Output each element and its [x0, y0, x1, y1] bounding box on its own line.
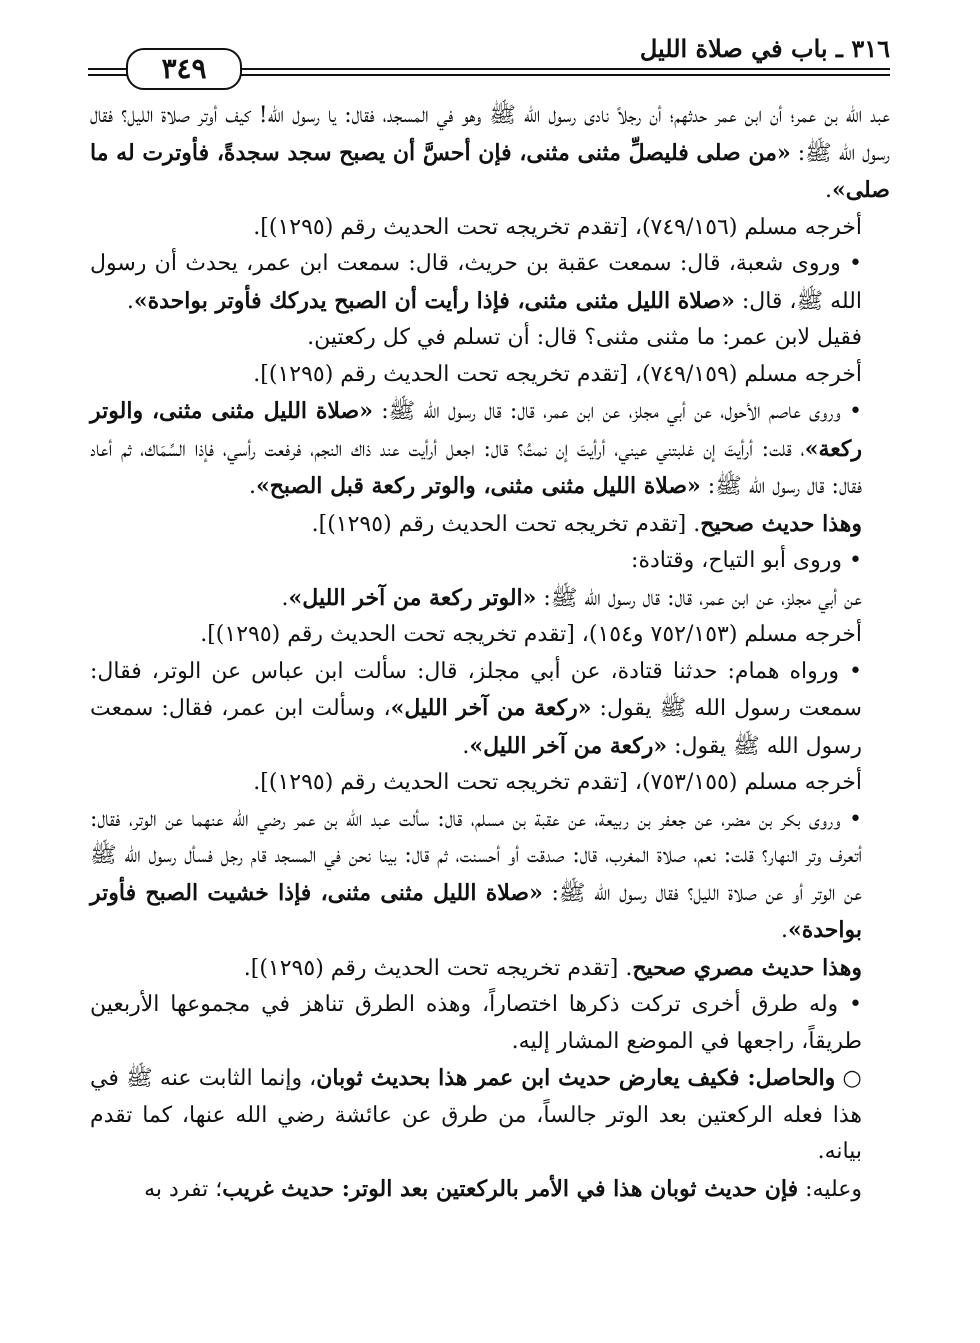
- body-text: • وروى شعبة، قال: سمعت عقبة بن حريث، قال: سمعت ابن عمر، يحدث أن رسول الله ﷺ، قال:: [90, 251, 862, 314]
- body-text: فقيل لابن عمر: ما مثنى مثنى؟ قال: أن تسلم في كل ركعتين.: [307, 325, 862, 350]
- hadith-text-bold: وهذا حديث صحيح: [700, 510, 862, 537]
- paragraph: [90, 393, 890, 506]
- hadith-text-bold: فإن حديث ثوبان هذا في الأمر بالركعتين بعد الوتر: حديث غريب: [222, 1175, 799, 1202]
- body-text: • وله طرق أخرى تركت ذكرها اختصاراً، وهذه الطرق تناهز في مجموعها الأربعين طريقاً، راجعها في الموضع المشار إليه.: [90, 992, 862, 1054]
- hadith-text-bold: «من صلى فليصلِّ مثنى مثنى، فإن أحسَّ أن يصبح سجد سجدةً، فأوترت له ما صلى»: [90, 139, 890, 203]
- paragraph: [90, 654, 890, 766]
- body-text: أخرجه مسلم (٧٤٩/١٥٦)، [تقدم تخريجه تحت الحديث رقم (١٢٩٥)].: [253, 214, 862, 240]
- hadith-text-bold: «صلاة الليل مثنى مثنى، والوتر ركعة»: [90, 398, 862, 462]
- body-text: . [تقدم تخريجه تحت الحديث رقم (١٢٩٥)].: [311, 511, 701, 537]
- paragraph: [90, 98, 890, 210]
- body-text: • وروى بكر بن مضر، عن جعفر بن ربيعة، عن عقبة بن مسلم، قال: سألت عبد الله بن عمر رضي الله عنهما عن الوتر، فقال: أتعرف وتر النهار؟ قلت: نعم، صلاة المغرب، قال: صدقت أو أحسنت، ثم قال: بينا نحن في المسجد قام رجل فسأل رسول الله ﷺ عن الوتر أو عن صلاة الليل؟ فقال رسول الله ﷺ:: [90, 806, 862, 906]
- body-text: .: [126, 288, 134, 314]
- paragraph: [90, 543, 890, 580]
- body-text: .: [824, 178, 832, 203]
- paragraph: [90, 210, 890, 247]
- body-text: .: [462, 733, 470, 759]
- body-text: ، وإنما الثابت عنه ﷺ في هذا فعله الركعتين بعد الوتر جالساً، من طرق عن عائشة رضي الله عنها، كما تقدم بيانه.: [90, 1066, 862, 1164]
- paragraph: [90, 617, 890, 654]
- hadith-text-bold: وهذا حديث مصري صحيح: [632, 954, 862, 981]
- body-text: عبد الله بن عمر؛ أن ابن عمر حدثهم؛ أن رجلاً نادى رسول الله ﷺ وهو في المسجد، فقال: يا رسول الله! كيف أوتر صلاة الليل؟ فقال رسول الله ﷺ:: [90, 103, 890, 166]
- body-text: • ورواه همام: حدثنا قتادة، عن أبي مجلز، قال: سألت ابن عباس عن الوتر، فقال: سمعت رسول الله ﷺ يقول:: [90, 658, 862, 721]
- hadith-text-bold: والحاصل: فكيف يعارض حديث ابن عمر هذا بحديث ثوبان: [316, 1065, 836, 1091]
- body-text: • وروى أبو التياح، وقتادة:: [631, 548, 862, 573]
- body-text: • وروى عاصم الأحول، عن أبي مجلز، عن ابن عمر، قال: قال رسول الله ﷺ:: [372, 399, 862, 424]
- paragraph: [90, 1060, 890, 1171]
- body-text: .: [248, 474, 256, 499]
- paragraph: [90, 1171, 890, 1209]
- page-body: [90, 98, 890, 1208]
- paragraph: [90, 357, 890, 394]
- body-text: .: [281, 585, 289, 611]
- page-number-badge: ٣٤٩: [126, 48, 242, 90]
- hadith-text-bold: «ركعة من آخر الليل»: [469, 732, 668, 759]
- body-text: ، قلت: أرأيتَ إن غلبتني عيني، أرأيتَ إن نمتُ؟ قال: اجعل أرأيت عند ذاك النجم، فرفعت رأسي، فإذا السِّمَاك، ثم أعاد فقال: قال رسول الله ﷺ:: [90, 436, 862, 499]
- hadith-text-bold: «صلاة الليل مثنى مثنى، والوتر ركعة قبل الصبح»: [255, 473, 701, 499]
- body-text: ○: [835, 1066, 862, 1091]
- hadith-text-bold: «ركعة من آخر الليل»: [390, 695, 592, 721]
- hadith-text-bold: «صلاة الليل مثنى مثنى، فإذا خشيت الصبح فأوتر بواحدة»: [90, 879, 862, 943]
- body-text: ، وسألت ابن عمر، فقال: سمعت رسول الله ﷺ يقول:: [90, 696, 862, 759]
- paragraph: [90, 580, 890, 618]
- body-text: ؛ تفرد به: [144, 1176, 223, 1202]
- body-text: . [تقدم تخريجه تحت الحديث رقم (١٢٩٥)].: [243, 955, 633, 981]
- body-text: أخرجه مسلم (٧٥٣/١٥٥)، [تقدم تخريجه تحت الحديث رقم (١٢٩٥)].: [253, 770, 862, 795]
- paragraph: [90, 765, 890, 802]
- page-header: [88, 22, 890, 85]
- paragraph: [90, 802, 890, 950]
- body-text: أخرجه مسلم (٧٥٢/١٥٣ و١٥٤)، [تقدم تخريجه تحت الحديث رقم (١٢٩٥)].: [200, 622, 862, 647]
- body-text: .: [780, 918, 788, 943]
- paragraph: [90, 320, 890, 357]
- body-text: وعليه:: [798, 1176, 862, 1202]
- chapter-title: ٣١٦ ـ باب في صلاة الليل: [639, 34, 890, 63]
- paragraph: [90, 987, 890, 1060]
- paragraph: [90, 246, 890, 320]
- hadith-text-bold: «الوتر ركعة من آخر الليل»: [288, 584, 537, 611]
- body-text: عن أبي مجلز، عن ابن عمر، قال: قال رسول الله ﷺ:: [536, 585, 862, 611]
- body-text: أخرجه مسلم (٧٤٩/١٥٩)، [تقدم تخريجه تحت الحديث رقم (١٢٩٥)].: [253, 361, 862, 387]
- hadith-text-bold: «صلاة الليل مثنى مثنى، فإذا رأيت أن الصبح يدركك فأوتر بواحدة»: [133, 287, 735, 314]
- paragraph: [90, 950, 890, 988]
- paragraph: [90, 506, 890, 544]
